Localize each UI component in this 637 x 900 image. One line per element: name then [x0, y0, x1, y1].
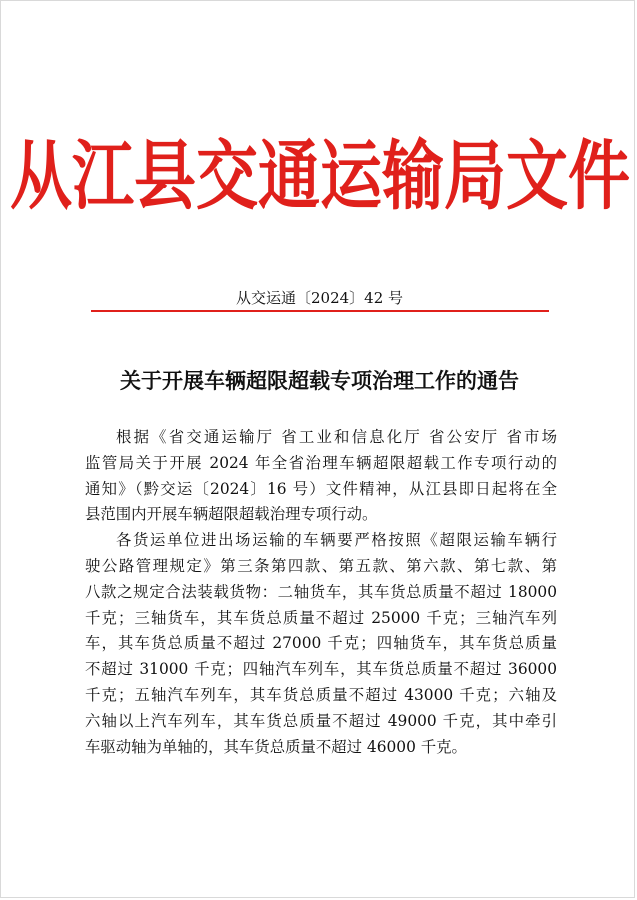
paragraph-line: 千克；三轴货车，其车货总质量不超过 25000 千克；三轴汽车列	[85, 608, 557, 627]
paragraph-1	[85, 425, 557, 528]
paragraph-line: 通知》（黔交运〔2024〕16 号）文件精神，从江县即日起将在全	[85, 479, 557, 498]
paragraph-line: 不超过 31000 千克；四轴汽车列车，其车货总质量不超过 36000	[85, 660, 557, 679]
paragraph-line: 车驱动轴为单轴的，其车货总质量不超过 46000 千克。	[85, 737, 467, 756]
paragraph-line: 六轴以上汽车列车，其车货总质量不超过 49000 千克，其中牵引	[85, 711, 557, 730]
paragraph-line: 八款之规定合法装载货物：二轴货车，其车货总质量不超过 18000	[85, 582, 557, 601]
paragraph-line: 各货运单位进出场运输的车辆要严格按照《超限运输车辆行	[116, 531, 557, 550]
document-number: 从交运通〔2024〕42 号	[235, 289, 404, 307]
paragraph-line: 千克；五轴汽车列车，其车货总质量不超过 43000 千克；六轴及	[85, 685, 557, 704]
paragraph-line: 县范围内开展车辆超限超载治理专项行动。	[85, 505, 378, 524]
letterhead-red-rule	[91, 310, 549, 312]
agency-letterhead-title: 从江县交通运输局文件	[10, 130, 631, 220]
paragraph-line: 驶公路管理规定》第三条第四款、第五款、第六款、第七款、第	[85, 556, 557, 575]
paragraph-line: 车，其车货总质量不超过 27000 千克；四轴货车，其车货总质量	[85, 634, 557, 653]
paragraph-2	[85, 528, 557, 760]
paragraph-line: 根据《省交通运输厅 省工业和信息化厅 省公安厅 省市场	[116, 428, 557, 446]
notice-body	[85, 425, 557, 760]
notice-title: 关于开展车辆超限超载专项治理工作的通告	[120, 368, 519, 393]
paragraph-line: 监管局关于开展 2024 年全省治理车辆超限超载工作专项行动的	[85, 453, 557, 472]
